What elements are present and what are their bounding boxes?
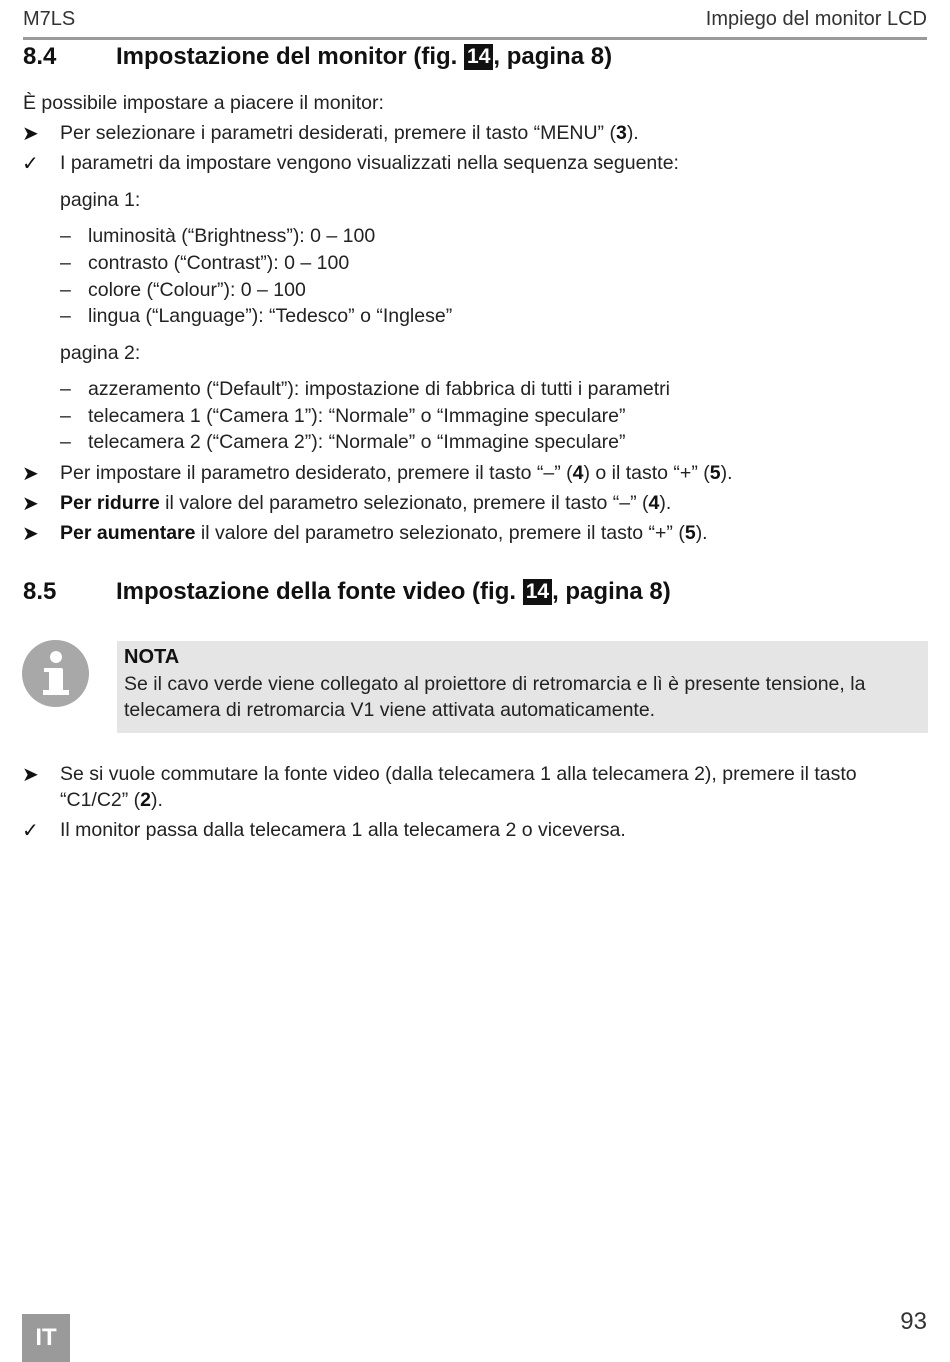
dash-bullet: –	[60, 252, 71, 274]
section-number: 8.5	[23, 578, 57, 605]
key-number: 5	[709, 462, 721, 484]
arrow-icon: ➤	[22, 764, 39, 786]
check-icon: ✓	[22, 820, 39, 842]
dash-bullet: –	[60, 405, 71, 427]
dash-bullet: –	[60, 305, 71, 327]
page1-label: pagina 1:	[60, 189, 141, 211]
key-number: 2	[140, 789, 152, 811]
instruction-step: Per impostare il parametro desiderato, premere il tasto “–” (4) o il tasto “+” (5).	[60, 462, 733, 484]
instruction-step: Per ridurre il valore del parametro selezionato, premere il tasto “–” (4).	[60, 492, 672, 514]
result-text: Il monitor passa dalla telecamera 1 alla telecamera 2 o viceversa.	[60, 819, 626, 841]
figure-reference: 14	[464, 44, 493, 70]
chapter-title: Impiego del monitor LCD	[705, 8, 927, 30]
section-title-post: , pagina 8)	[552, 578, 671, 605]
instruction-step-continued: “C1/C2” (2).	[60, 789, 163, 811]
intro-text: È possibile impostare a piacere il monitor:	[23, 92, 384, 114]
key-number: 4	[572, 462, 584, 484]
result-text: I parametri da impostare vengono visualizzati nella sequenza seguente:	[60, 152, 679, 174]
note-text: Se il cavo verde viene collegato al proiettore di retromarcia e lì è presente tensione, la	[124, 673, 866, 695]
figure-reference: 14	[523, 579, 552, 605]
section-title-pre: Impostazione del monitor (fig.	[116, 43, 458, 70]
arrow-icon: ➤	[22, 123, 39, 145]
section-number: 8.4	[23, 43, 57, 70]
dash-bullet: –	[60, 431, 71, 453]
list-item: telecamera 2 (“Camera 2”): “Normale” o “Immagine speculare”	[88, 431, 626, 453]
key-number: 4	[648, 492, 660, 514]
section-title-pre: Impostazione della fonte video (fig.	[116, 578, 517, 605]
language-tab: IT	[22, 1314, 70, 1362]
note-box	[117, 641, 928, 733]
model-name: M7LS	[23, 8, 76, 30]
note-title: NOTA	[124, 646, 180, 668]
dash-bullet: –	[60, 378, 71, 400]
arrow-icon: ➤	[22, 463, 39, 485]
section-title-post: , pagina 8)	[493, 43, 613, 70]
list-item: contrasto (“Contrast”): 0 – 100	[88, 252, 350, 274]
key-number: 3	[615, 122, 627, 144]
page2-label: pagina 2:	[60, 342, 141, 364]
list-item: colore (“Colour”): 0 – 100	[88, 279, 306, 301]
arrow-icon: ➤	[22, 493, 39, 515]
list-item: telecamera 1 (“Camera 1”): “Normale” o “Immagine speculare”	[88, 405, 626, 427]
list-item: azzeramento (“Default”): impostazione di fabbrica di tutti i parametri	[88, 378, 670, 400]
section-heading-8-4	[23, 43, 612, 71]
list-item: lingua (“Language”): “Tedesco” o “Inglese”	[88, 305, 453, 327]
dash-bullet: –	[60, 279, 71, 301]
check-icon: ✓	[22, 153, 39, 175]
section-heading-8-5	[23, 578, 671, 606]
list-item: luminosità (“Brightness”): 0 – 100	[88, 225, 376, 247]
instruction-step: Per selezionare i parametri desiderati, premere il tasto “MENU” (3).	[60, 122, 639, 144]
dash-bullet: –	[60, 225, 71, 247]
key-number: 5	[684, 522, 696, 544]
page-number: 93	[900, 1308, 927, 1335]
instruction-step: Per aumentare il valore del parametro selezionato, premere il tasto “+” (5).	[60, 522, 708, 544]
page-header	[23, 8, 927, 40]
arrow-icon: ➤	[22, 523, 39, 545]
instruction-step: Se si vuole commutare la fonte video (dalla telecamera 1 alla telecamera 2), premere il tasto	[60, 763, 857, 785]
info-icon	[22, 640, 89, 707]
note-text: telecamera di retromarcia V1 viene attivata automaticamente.	[124, 699, 656, 721]
